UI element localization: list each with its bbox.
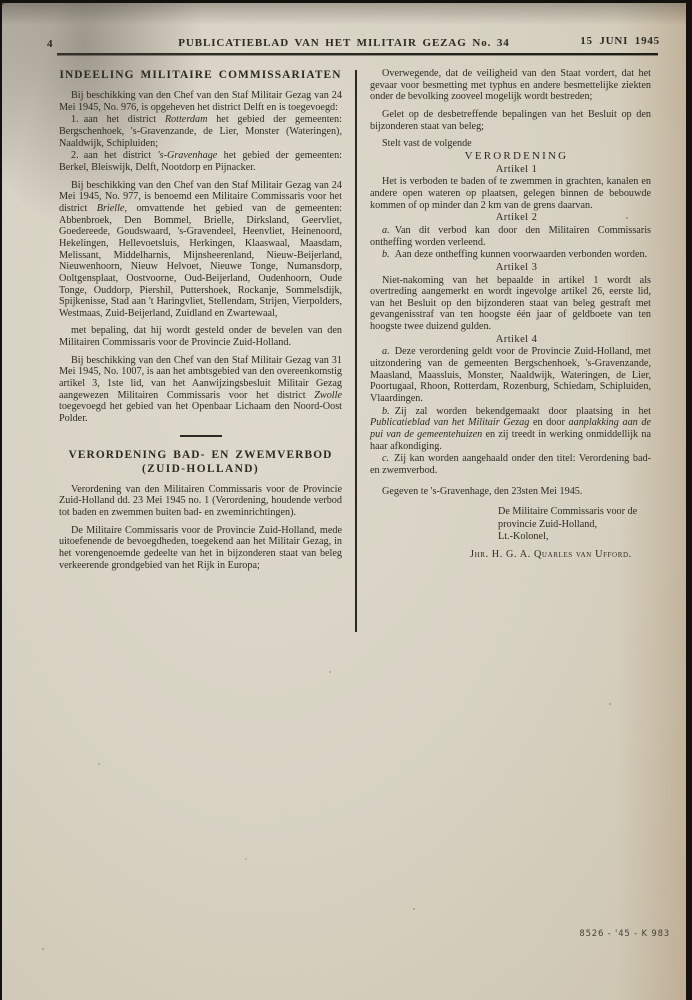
- scanned-page: [2, 3, 686, 1000]
- page-date: 15 JUNI 1945: [580, 35, 660, 47]
- paragraph: Verordening van den Militairen Commissaris voor de Provincie Zuid-Holland dd. 23 Mei 1945 no. 1 (Verordening, houdende verbod tot baden en zwemmen buiten bad- en zweminrichtingen).: [59, 483, 342, 519]
- paragraph: b. Zij zal worden bekendgemaakt door plaatsing in het Publicatieblad van het Militair Gezag en door aanplakking aan de pui van de gemeentehuizen en zij treedt in werking onmiddellijk na haar afkondiging.: [370, 405, 651, 452]
- heading-line-2: (ZUID-HOLLAND): [141, 462, 260, 475]
- paragraph: Overwegende, dat de veiligheid van den Staat vordert, dat het gevaar voor besmetting met typhus en andere besmettelijke ziekten onder de bevolking zooveel mogelijk wordt bestreden;: [370, 68, 651, 103]
- signature-block: [498, 506, 651, 543]
- left-column: [59, 68, 342, 632]
- paragraph: Het is verboden te baden of te zwemmen in grachten, kanalen en andere open wateren op plaatsen, gelegen binnen de bebouwde kommen of op minder dan 2 km van de grens daarvan.: [370, 176, 651, 211]
- paragraph: b. Aan deze ontheffing kunnen voorwaarden verbonden worden.: [382, 249, 648, 261]
- given-line: Gegeven te 's-Gravenhage, den 23sten Mei 1945.: [382, 485, 583, 497]
- signature-line-1: De Militaire Commissaris voor de: [498, 506, 638, 518]
- signature-name: Jhr. H. G. A. Quarles van Ufford.: [470, 548, 632, 560]
- paragraph: Niet-nakoming van het bepaalde in artikel 1 wordt als overtreding aangemerkt en wordt ingevolge artikel 26, eerste lid, van het Besluit op den bijzonderen staat van beleg gestraft met gevangenisstraf van ten hoogste één jaar of geldboete van ten hoogste twee duizend gulden.: [370, 274, 651, 333]
- paragraph: a. Deze verordening geldt voor de Provincie Zuid-Holland, met uitzondering van de gemeenten Bergschenhoek, 's-Gravenzande, Maasland, Maassluis, Monster, Naaldwijk, Wateringen, de Lier, Poortugaal, Rhoon, Rotterdam, Rozenburg, Schiedam, Schipluiden, Vlaardingen.: [370, 346, 651, 405]
- paragraph: c. Zij kan worden aangehaald onder den titel: Verordening bad- en zwemverbod.: [370, 453, 651, 476]
- artikel-1-heading: Artikel 1: [495, 163, 538, 175]
- two-column-body: [2, 60, 686, 632]
- artikel-4-heading: Artikel 4: [495, 333, 538, 345]
- printer-code: 8526 - '45 - K 983: [579, 929, 670, 939]
- signature-line-3: Lt.-Kolonel,: [498, 530, 549, 542]
- signature-line-2: provincie Zuid-Holland,: [498, 518, 598, 530]
- paragraph: 1. aan het district Rotterdam het gebied der gemeenten: Bergschenhoek, 's-Gravenzande, de Lier, Monster (Wateringen), Naaldwijk, Schipluiden;: [59, 114, 342, 149]
- right-column: [370, 68, 651, 632]
- page-title: PUBLICATIEBLAD VAN HET MILITAIR GEZAG No. 34: [178, 37, 510, 49]
- paragraph: a. Van dit verbod kan door den Militairen Commissaris ontheffing worden verleend.: [370, 224, 651, 248]
- paragraph: Stelt vast de volgende: [382, 138, 472, 150]
- column-divider-rule: [355, 70, 357, 632]
- section-heading-indeeling: INDEELING MILITAIRE COMMISSARIATEN: [59, 69, 342, 81]
- verordening-heading: VERORDENING: [464, 149, 569, 162]
- page-number: 4: [47, 38, 53, 50]
- paragraph: met bepaling, dat hij wordt gesteld onder de bevelen van den Militairen Commissaris voor de Provincie Zuid-Holland.: [59, 325, 342, 349]
- header-rule: [57, 53, 658, 55]
- section-divider-rule: [180, 435, 222, 437]
- paragraph: Gelet op de desbetreffende bepalingen van het Besluit op den bijzonderen staat van beleg;: [370, 108, 651, 132]
- section-heading-verordening-bad: [59, 448, 342, 476]
- artikel-2-heading: Artikel 2: [495, 212, 538, 224]
- paragraph: Bij beschikking van den Chef van den Staf Militair Gezag van 31 Mei 1945, No. 1007, is aan het ambtsgebied van den overeenkomstig artikel 3, 1ste lid, van het Aanwijzingsbesluit Militair Gezag aangewezen Militairen Commissaris voor het district Zwolle toegevoegd het gebied van het Openbaar Lichaam den Noord-Oost Polder.: [59, 354, 342, 425]
- paragraph: De Militaire Commissaris voor de Provincie Zuid-Holland, mede uitoefenende de bevoegdheden, toegekend aan het Militair Gezag, in het vorengenoemde gedeelte van het in bijzonderen staat van beleg verkeerende grondgebied van het Rijk in Europa;: [59, 524, 342, 571]
- paragraph: Bij beschikking van den Chef van den Staf Militair Gezag van 24 Mei 1945, No. 976, is opgeheven het district Delft en is toegevoegd:: [59, 90, 342, 113]
- paragraph: Bij beschikking van den Chef van den Staf Militair Gezag van 24 Mei 1945, No. 977, is benoemd een Militaire Commissaris voor het district Brielle, omvattende het gebied van de gemeenten: Abbenbroek, Den Bommel, Brielle, Dirksland, Geervliet, Goedereede, Goudswaard, 's-Gravendeel, Heenvliet, Heinenoord, Hekelingen, Hellevoetsluis, Herkingen, Klaaswaal, Maasdam, Melissant, Middelharnis, Mijnsheerenland, Nieuw-Beijerland, Nieuwenhoorn, Nieuw Helvoet, Nieuwe Tonge, Numansdorp, Ooltgensplaat, Oostvoorne, Oud-Beijerland, Oudenhoorn, Oude Tonge, Ouddorp, Piershil, Puttershoek, Rockanje, Sommelsdijk, Spijkenisse, Stad aan 't Haringvliet, Stellendam, Strijen, Vierpolders, Westmaas, Zuid-Beijerland, Zuidland en Zwartewaal,: [59, 179, 343, 319]
- artikel-3-heading: Artikel 3: [495, 261, 538, 273]
- paragraph: 2. aan het district 's-Gravenhage het gebied der gemeenten: Berkel, Bleiswijk, Delft, Nootdorp en Pijnacker.: [59, 150, 342, 173]
- page-header: [2, 3, 686, 60]
- heading-line-1: VERORDENING BAD- EN ZWEMVERBOD: [68, 448, 333, 461]
